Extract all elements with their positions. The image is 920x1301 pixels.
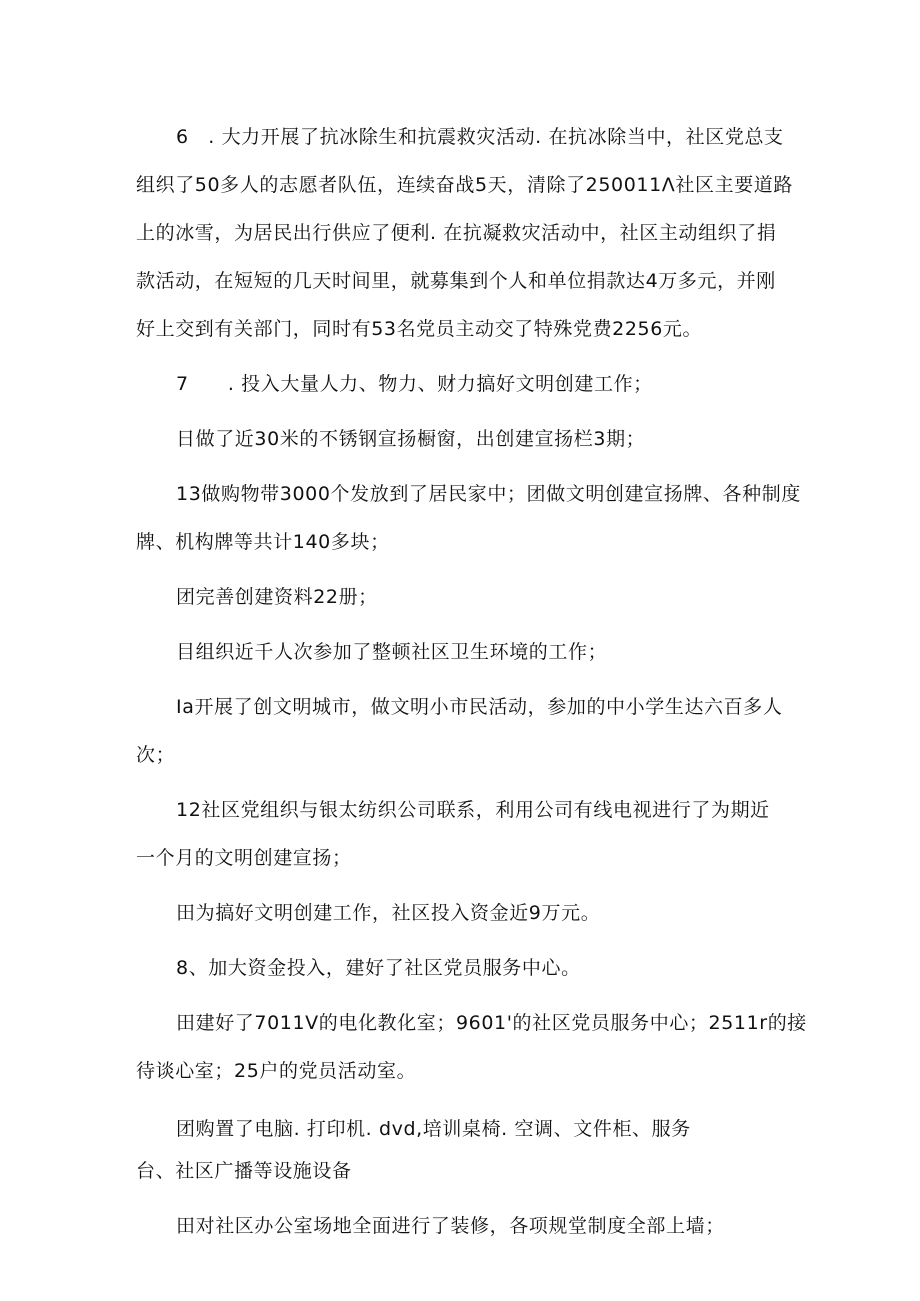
paragraph-line: 好上交到有关部门，同时有53名党员主动交了特殊党费2256元。 <box>136 318 703 340</box>
paragraph-line: 日做了近30米的不锈钢宣扬橱窗，出创建宣扬栏3期； <box>176 428 646 450</box>
paragraph-line: 组织了50多人的志愿者队伍，连续奋战5天，清除了250011Λ社区主要道路 <box>136 174 793 196</box>
paragraph-line: 次； <box>136 744 176 766</box>
paragraph-line: 牌、机构牌等共计140多块； <box>136 531 390 553</box>
paragraph-line: 8、加大资金投入，建好了社区党员服务中心。 <box>176 957 581 979</box>
paragraph-line: 团完善创建资料22册； <box>176 586 378 608</box>
paragraph-line: 一个月的文明创建宣扬； <box>136 847 352 869</box>
paragraph-line: 13做购物带3000个发放到了居民家中；团做文明创建宣扬牌、各种制度 <box>176 483 801 505</box>
paragraph-line: 12社区党组织与银太纺织公司联系，利用公司有线电视进行了为期近 <box>176 799 770 821</box>
paragraph-line: 田建好了7011V的电化教化室；9601'的社区党员服务中心；2511r的接 <box>176 1012 807 1034</box>
paragraph-line: 6 . 大力开展了抗冰除生和抗震救灾活动. 在抗冰除当中，社区党总支 <box>176 126 784 148</box>
paragraph-line: 7 . 投入大量人力、物力、财力搞好文明创建工作； <box>176 373 653 395</box>
paragraph-line: 上的冰雪，为居民出行供应了便利. 在抗凝救灾活动中，社区主动组织了捐 <box>136 222 777 244</box>
paragraph-line: 田对社区办公室场地全面进行了装修，各项规堂制度全部上墙； <box>176 1215 725 1237</box>
paragraph-line: 台、社区广播等设施设备 <box>136 1160 352 1182</box>
paragraph-line: 团购置了电脑. 打印机. dvd,培训桌椅. 空调、文件柜、服务 <box>176 1118 691 1140</box>
paragraph-line: 款活动，在短短的几天时间里，就募集到个人和单位捐款达4万多元，并刚 <box>136 270 776 292</box>
paragraph-line: 目组织近千人次参加了整顿社区卫生环境的工作； <box>176 641 608 663</box>
paragraph-line: 田为搞好文明创建工作，社区投入资金近9万元。 <box>176 902 601 924</box>
paragraph-line: 待谈心室；25户的党员活动室。 <box>136 1060 417 1082</box>
paragraph-line: Ia开展了创文明城市，做文明小市民活动，参加的中小学生达六百多人 <box>176 696 783 718</box>
